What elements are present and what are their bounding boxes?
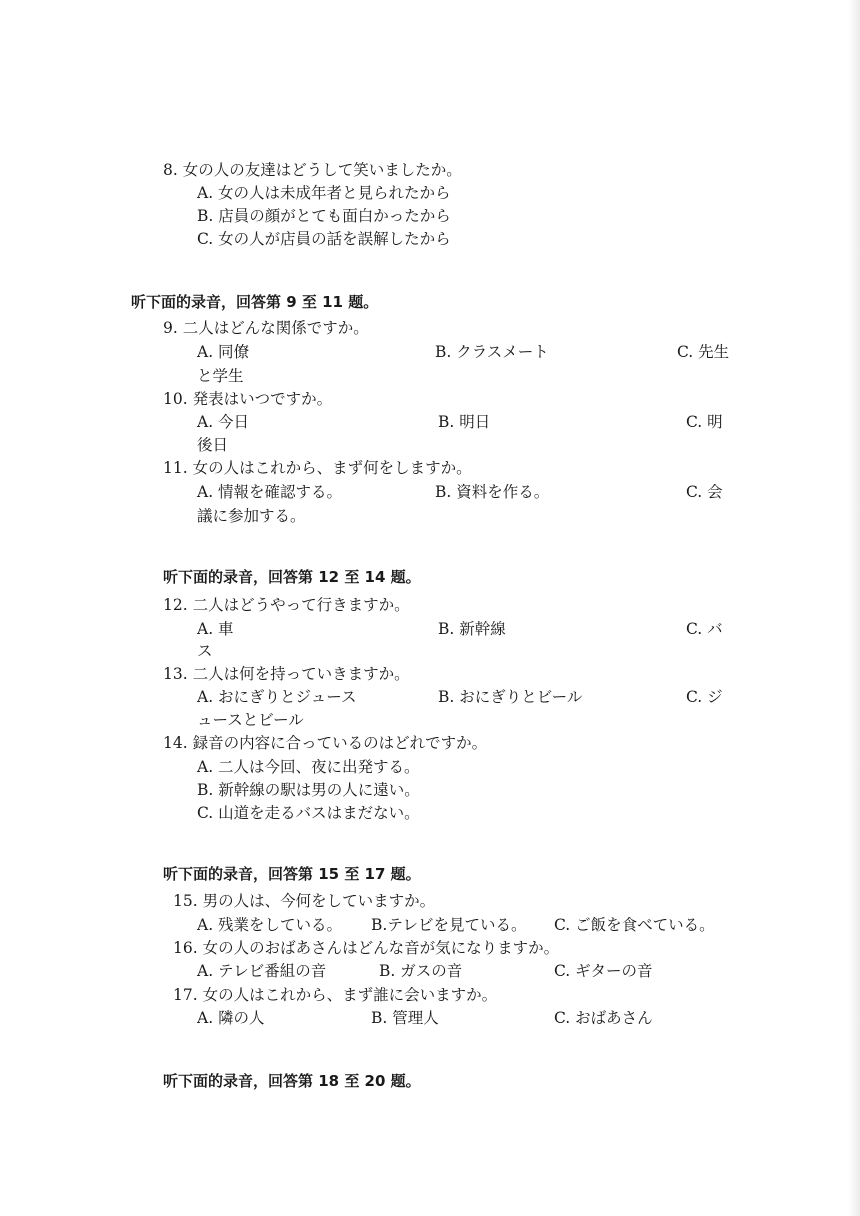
question-11-option-b: B. 資料を作る。 [435,483,550,501]
question-14-stem: 14. 録音の内容に合っているのはどれですか。 [163,734,488,752]
question-8-stem: 8. 女の人の友達はどうして笑いましたか。 [163,161,462,179]
question-16-option-a: A. テレビ番組の音 [197,962,327,980]
question-8-option-a: A. 女の人は未成年者と見られたから [197,184,451,202]
question-11-option-c-cont: 議に参加する。 [197,507,306,525]
section-heading-15-17: 听下面的录音，回答第 15 至 17 题。 [163,865,421,883]
question-11-option-c: C. 会 [686,483,723,501]
question-15-stem: 15. 男の人は、今何をしていますか。 [173,892,436,910]
question-12-stem: 12. 二人はどうやって行きますか。 [163,596,410,614]
question-15-option-c: C. ご飯を食べている。 [554,916,715,934]
question-16-option-c: C. ギターの音 [554,962,653,980]
question-13-option-c-cont: ュースとビール [197,711,304,729]
question-9-option-c-cont: と学生 [197,367,244,385]
question-17-stem: 17. 女の人はこれから、まず誰に会いますか。 [173,986,498,1004]
question-10-option-b: B. 明日 [438,413,491,431]
section-heading-9-11: 听下面的录音，回答第 9 至 11 题。 [131,293,379,311]
question-13-option-c: C. ジ [686,688,723,706]
question-17-option-a: A. 隣の人 [197,1009,265,1027]
question-14-option-a: A. 二人は今回、夜に出発する。 [197,758,420,776]
question-10-option-c: C. 明 [686,413,723,431]
question-9-option-b: B. クラスメート [435,343,549,361]
page-edge-shadow [848,0,860,1216]
question-10-option-c-cont: 後日 [197,436,229,454]
question-10-option-a: A. 今日 [197,413,250,431]
question-16-stem: 16. 女の人のおばあさんはどんな音が気になりますか。 [173,939,560,957]
question-8-option-b: B. 店員の顔がとても面白かったから [197,207,451,225]
section-heading-18-20: 听下面的录音，回答第 18 至 20 题。 [163,1072,421,1090]
question-15-option-b: B.テレビを見ている。 [371,916,527,934]
question-8-option-c: C. 女の人が店員の話を誤解したから [197,230,451,248]
question-15-option-a: A. 残業をしている。 [197,916,343,934]
question-12-option-b: B. 新幹線 [438,620,506,638]
question-17-option-b: B. 管理人 [371,1009,439,1027]
question-12-option-c-cont: ス [197,642,213,660]
section-heading-12-14: 听下面的录音，回答第 12 至 14 题。 [163,568,421,586]
question-11-option-a: A. 情報を確認する。 [197,483,343,501]
question-11-stem: 11. 女の人はこれから、まず何をしますか。 [163,459,472,477]
question-16-option-b: B. ガスの音 [379,962,463,980]
question-17-option-c: C. おばあさん [554,1009,653,1027]
question-12-option-c: C. バ [686,620,723,638]
question-14-option-b: B. 新幹線の駅は男の人に遠い。 [197,781,420,799]
question-9-stem: 9. 二人はどんな関係ですか。 [163,319,369,337]
question-9-option-c: C. 先生 [677,343,730,361]
question-9-option-a: A. 同僚 [197,343,250,361]
question-12-option-a: A. 車 [197,620,234,638]
question-13-option-a: A. おにぎりとジュース [197,688,357,706]
question-13-option-b: B. おにぎりとビール [438,688,583,706]
question-14-option-c: C. 山道を走るバスはまだない。 [197,804,420,822]
question-13-stem: 13. 二人は何を持っていきますか。 [163,665,410,683]
question-10-stem: 10. 発表はいつですか。 [163,390,333,408]
